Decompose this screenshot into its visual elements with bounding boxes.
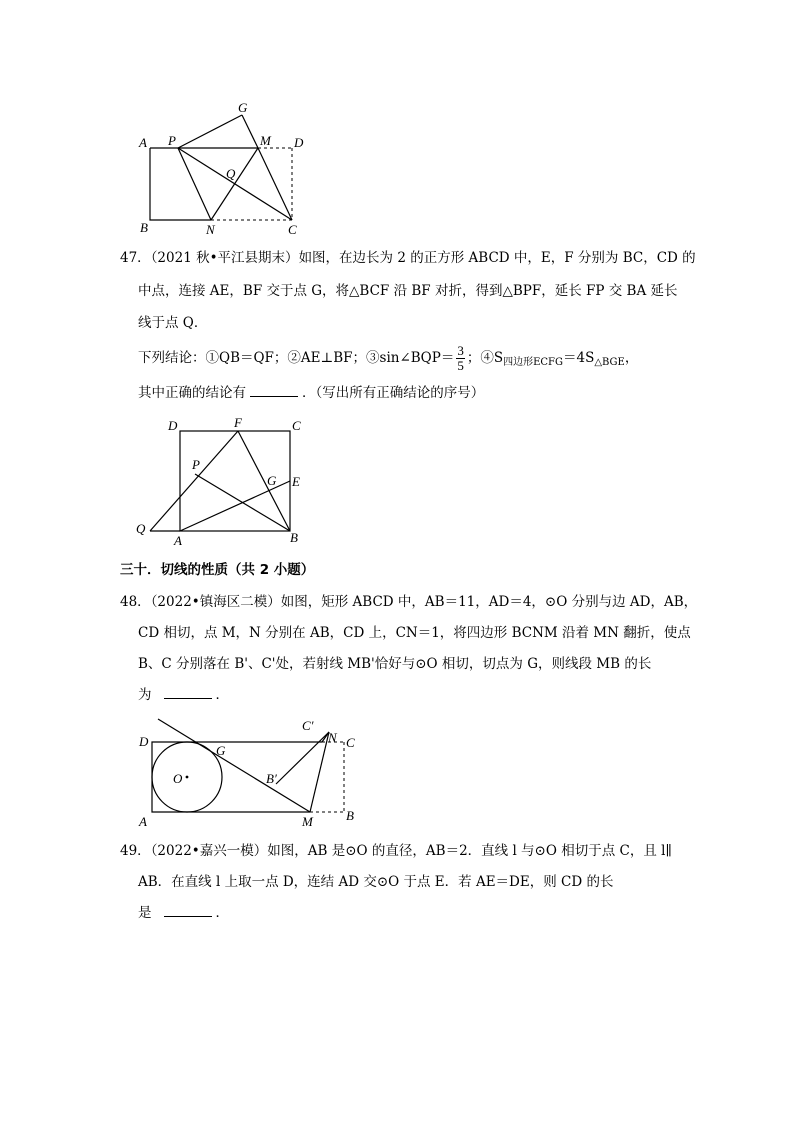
q47-text-5b: ．（写出所有正确结论的序号） <box>302 385 485 401</box>
q48-text-4b: ． <box>215 687 229 703</box>
fig47-label-e: E <box>292 474 300 489</box>
q47-line3 <box>138 313 207 333</box>
fig48-label-n: N <box>328 730 337 745</box>
fig46-label-b: B <box>140 220 148 235</box>
fig48-label-g: G <box>216 743 226 758</box>
q49-text-1: 如图，AB 是⊙O 的直径，AB＝2．直线 l 与⊙O 相切于点 C，且 l∥ <box>267 843 672 859</box>
q48-number: 48． <box>120 594 151 610</box>
figure-46 <box>130 98 320 238</box>
q49-line2 <box>138 872 613 892</box>
q47-answer-blank[interactable] <box>250 383 298 397</box>
q47-conclusions-c: ＝4S <box>562 350 595 366</box>
fig46-label-c: C <box>288 222 297 237</box>
q47-sub-tri: △BGE <box>594 357 625 368</box>
q48-text-1: 如图，矩形 ABCD 中，AB＝11，AD＝4，⊙O 分别与边 AD，AB， <box>280 594 698 610</box>
q48-line2 <box>138 623 691 643</box>
fig48-label-c: C <box>346 735 355 750</box>
section-heading: 三十．切线的性质（共 2 小题） <box>120 562 315 578</box>
fig47-label-c: C <box>292 418 301 433</box>
fig46-label-m: M <box>260 133 271 148</box>
q47-line5 <box>138 383 484 403</box>
q47-text-5a: 其中正确的结论有 <box>138 385 246 401</box>
q47-sub-quad: 四边形ECFG <box>503 357 563 368</box>
q47-text-3: 线于点 Q． <box>138 315 208 331</box>
q48-source: （2022•镇海区二模） <box>150 594 281 610</box>
q47-fraction <box>456 344 465 373</box>
q47-text-1: 如图，在边长为 2 的正方形 ABCD 中，E，F 分别为 BC，CD 的 <box>298 250 696 266</box>
q49-line1 <box>120 841 672 861</box>
q47-conclusions-d: ， <box>624 350 639 366</box>
fig48-label-b: B <box>346 808 354 823</box>
q48-text-3: B、C 分别落在 B'、C'处，若射线 MB'恰好与⊙O 相切，切点为 G，则线段 MB 的长 <box>138 656 652 672</box>
q48-answer-blank[interactable] <box>164 685 212 699</box>
fig47-label-a: A <box>174 533 182 548</box>
q48-line1 <box>120 592 697 612</box>
fig48-label-c-prime: C′ <box>302 718 314 733</box>
q48-text-4a: 为 <box>138 687 152 703</box>
fig47-label-p: P <box>192 457 200 472</box>
fig47-label-f: F <box>234 415 242 430</box>
q47-text-2: 中点，连接 AE，BF 交于点 G，将△BCF 沿 BF 对折，得到△BPF，延长 FP 交 BA 延长 <box>138 283 678 299</box>
fig46-label-g: G <box>238 100 248 115</box>
q49-text-3a: 是 <box>138 905 152 921</box>
figure-48 <box>130 712 370 832</box>
fig48-label-o: O <box>173 771 183 786</box>
fig48-label-b-prime: B′ <box>266 771 277 786</box>
q48-line4 <box>138 685 229 705</box>
q47-line1 <box>120 248 696 268</box>
fig47-label-q: Q <box>136 521 146 536</box>
fig48-label-a: A <box>139 814 147 829</box>
fig47-label-g: G <box>267 473 277 488</box>
q47-number: 47． <box>120 250 151 266</box>
fig46-label-a: A <box>139 135 147 150</box>
q47-fraction-num: 3 <box>457 343 464 358</box>
q47-conclusions <box>138 343 638 378</box>
q47-conclusions-a: 下列结论：①QB＝QF；②AE⊥BF；③sin∠BQP＝ <box>138 350 455 366</box>
fig47-label-b: B <box>290 530 298 545</box>
q49-line3 <box>138 903 229 923</box>
fig46-label-p: P <box>168 133 176 148</box>
q47-conclusions-b: ；④S <box>466 350 504 366</box>
q49-source: （2022•嘉兴一模） <box>150 843 268 859</box>
q47-source: （2021 秋•平江县期末） <box>150 250 299 266</box>
q47-fraction-den: 5 <box>457 358 464 373</box>
fig47-label-d: D <box>168 418 178 433</box>
fig48-label-d: D <box>139 734 149 749</box>
q47-line2 <box>138 281 678 301</box>
fig46-label-n: N <box>206 222 215 237</box>
q49-text-3b: ． <box>215 905 229 921</box>
q48-text-2: CD 相切，点 M，N 分别在 AB，CD 上，CN＝1，将四边形 BCNM 沿着 MN 翻折，使点 <box>138 625 691 641</box>
fig46-label-d: D <box>294 135 304 150</box>
fig46-label-q: Q <box>226 166 236 181</box>
q49-number: 49． <box>120 843 151 859</box>
q49-answer-blank[interactable] <box>164 903 212 917</box>
q48-line3 <box>138 654 651 674</box>
fig48-label-m: M <box>302 814 313 829</box>
figure-47 <box>130 412 320 552</box>
q49-text-2: AB．在直线 l 上取一点 D，连结 AD 交⊙O 于点 E．若 AE＝DE，则 CD 的长 <box>138 874 614 890</box>
